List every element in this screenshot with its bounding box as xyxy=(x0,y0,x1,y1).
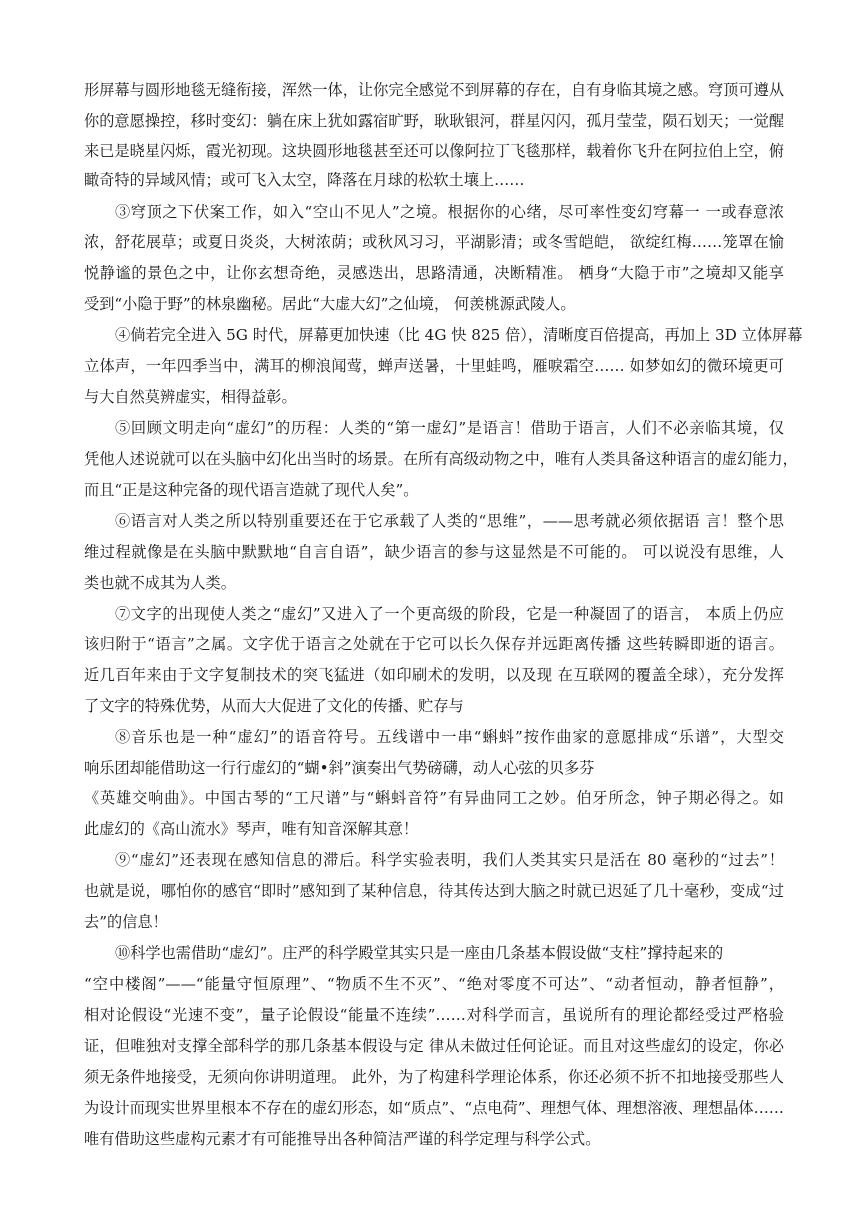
text-line: 瞰奇特的异域风情；或可飞入太空，降落在月球的松软土壤上…… xyxy=(84,171,525,189)
text-line: 《英雄交响曲》。中国古琴的“工尺谱”与“蝌蚪音符”有异曲同工之妙。伯牙所念，钟子期必得之。如 xyxy=(84,789,784,807)
text-line: 该归附于“语言”之属。文字优于语言之处就在于它可以长久保存并远距离传播 这些转瞬即逝的语言。 xyxy=(84,635,784,653)
text-line: 也就是说，哪怕你的感官“即时”感知到了某种信息，待其传达到大脑之时就已迟延了几十毫秒，变成“过 xyxy=(84,882,784,900)
text-line: 与大自然莫辨虚实，相得益彰。 xyxy=(84,388,297,406)
text-line: ⑨“虚幻”还表现在感知信息的滞后。科学实验表明，我们人类其实只是活在 80 毫秒的“过去”！ xyxy=(115,851,784,869)
text-line: ④倘若完全进入 5G 时代，屏幕更加快速（比 4G 快 825 倍），清晰度百倍提高，再加上 3D 立体屏幕 xyxy=(115,326,803,344)
text-line: 凭他人述说就可以在头脑中幻化出当时的场景。在所有高级动物之中，唯有人类具备这种语言的虚幻能力， xyxy=(84,450,798,468)
text-line: 悦静谧的景色之中，让你玄想奇绝，灵感迭出，思路清通，决断精准。 栖身“大隐于市”之境却又能享 xyxy=(84,264,784,282)
text-line: 来已是晓星闪烁，霞光初现。这块圆形地毯甚至还可以像阿拉丁飞毯那样，载着你飞升在阿拉伯上空，俯 xyxy=(84,142,784,160)
text-line: 维过程就像是在头脑中默默地“自言自语”，缺少语言的参与这显然是不可能的。 可以说没有思维，人 xyxy=(84,543,784,561)
text-line: 响乐团却能借助这一行行虚幻的“蝴•斜”演奏出气势磅礴，动人心弦的贝多芬 xyxy=(84,759,595,777)
text-line: 唯有借助这些虚构元素才有可能推导出各种简洁严谨的科学定理与科学公式。 xyxy=(84,1130,601,1148)
text-line: 形屏幕与圆形地毯无缝衔接，浑然一体，让你完全感觉不到屏幕的存在，自有身临其境之感。穹顶可遵从 xyxy=(84,81,784,99)
text-line: ⑥语言对人类之所以特别重要还在于它承载了人类的“思维”，——思考就必须依据语 言！整个思 xyxy=(115,512,784,530)
text-line: 为设计而现实世界里根本不存在的虚幻形态，如“质点”、“点电荷”、理想气体、理想溶液、理想晶体…… xyxy=(84,1099,784,1117)
text-line: ⑩科学也需借助“虚幻”。庄严的科学殿堂其实只是一座由几条基本假设做“支柱”撑持起来的 xyxy=(115,944,724,962)
text-line: 立体声，一年四季当中，满耳的柳浪闻莺，蝉声送暑，十里蛙鸣，雁唳霜空…… 如梦如幻的微环境更可 xyxy=(84,357,784,375)
text-line: ⑤回顾文明走向“虚幻”的历程：人类的“第一虚幻”是语言！借助于语言，人们不必亲临其境，仅 xyxy=(115,419,784,437)
text-line: 类也就不成其为人类。 xyxy=(84,574,236,592)
text-line: “空中楼阁”——“能量守恒原理”、“物质不生不灭”、“绝对零度不可达”、“动者恒动，静者恒静”， xyxy=(84,975,784,993)
text-line: 近几百年来由于文字复制技术的突飞猛进（如印刷术的发明，以及现 在互联网的覆盖全球），充分发挥 xyxy=(84,666,784,684)
text-line: 而且“正是这种完备的现代语言造就了现代人矣”。 xyxy=(84,481,419,499)
text-line: 证，但唯独对支撑全部科学的那几条基本假设与定 律从未做过任何论证。而且对这些虚幻的设定，你必 xyxy=(84,1037,784,1055)
text-line: 此虚幻的《高山流水》琴声，唯有知音深解其意！ xyxy=(84,820,419,838)
text-line: 相对论假设“光速不变”，量子论假设“能量不连续”……对科学而言，虽说所有的理论都经受过严格验 xyxy=(84,1006,784,1024)
text-line: 须无条件地接受，无须向你讲明道理。 此外，为了构建科学理论体系，你还必须不折不扣地接受那些人 xyxy=(84,1068,784,1086)
text-line: 浓，舒花展草；或夏日炎炎，大树浓荫；或秋风习习，平湖影清；或冬雪皑皑， 欲绽红梅……笼罩在愉 xyxy=(84,233,784,251)
text-line: ③穹顶之下伏案工作，如入“空山不见人”之境。根据你的心绪，尽可率性变幻穹幕一 一或春意浓 xyxy=(115,203,784,221)
text-line: 去”的信息！ xyxy=(84,913,168,931)
text-line: 了文字的特殊优势，从而大大促进了文化的传播、贮存与 xyxy=(84,697,464,715)
text-line: ⑦文字的出现使人类之“虚幻”又进入了一个更高级的阶段，它是一种凝固了的语言， 本质上仍应 xyxy=(115,605,784,623)
text-line: 受到“小隐于野”的林泉幽秘。居此“大虚大幻”之仙境， 何羡桃源武陵人。 xyxy=(84,295,576,313)
text-line: ⑧音乐也是一种“虚幻”的语音符号。五线谱中一串“蝌蚪”按作曲家的意愿排成“乐谱”，大型交 xyxy=(115,728,784,746)
text-line: 你的意愿操控，移时变幻：躺在床上犹如露宿旷野，耿耿银河，群星闪闪，孤月莹莹，陨石划天；一觉醒 xyxy=(84,112,784,130)
